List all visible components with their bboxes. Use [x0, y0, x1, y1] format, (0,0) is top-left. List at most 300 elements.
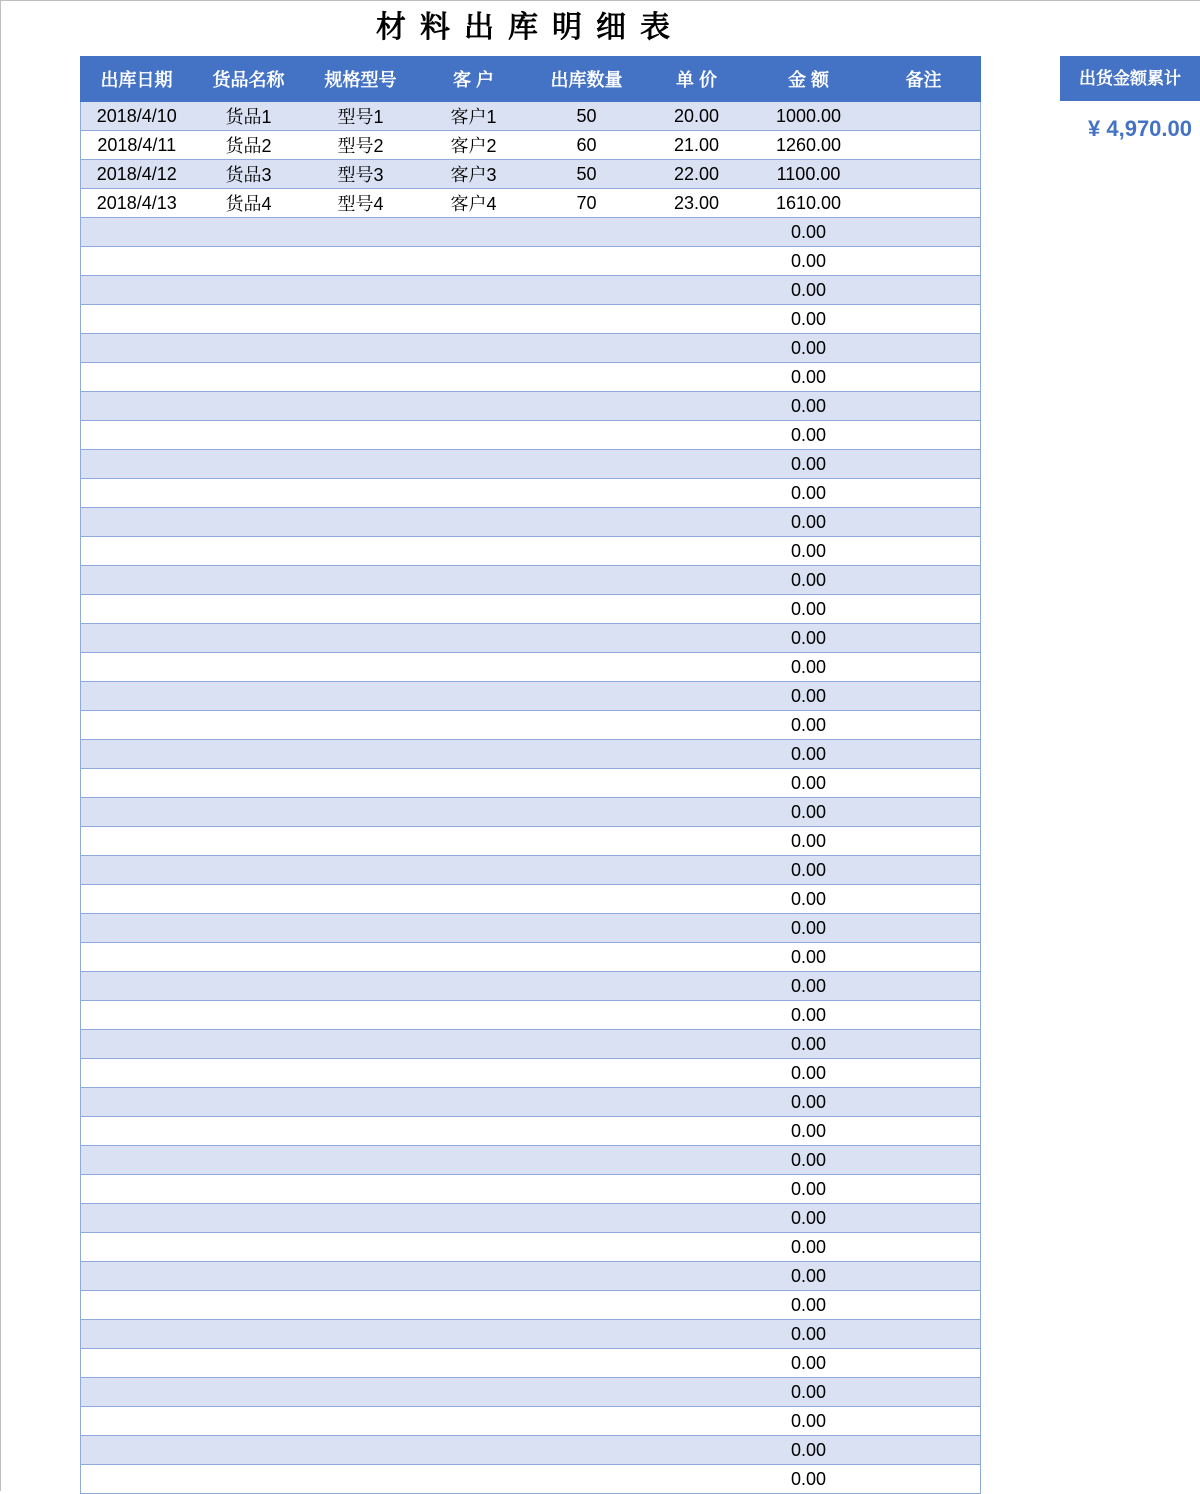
cell-product[interactable] — [193, 479, 305, 508]
cell-remark[interactable] — [867, 1001, 981, 1030]
cell-remark[interactable] — [867, 1291, 981, 1320]
cell-quantity[interactable]: 50 — [531, 160, 643, 189]
cell-amount[interactable]: 0.00 — [751, 682, 867, 711]
cell-unit-price[interactable] — [643, 798, 751, 827]
cell-date[interactable] — [81, 1175, 193, 1204]
cell-unit-price[interactable] — [643, 914, 751, 943]
cell-date[interactable] — [81, 450, 193, 479]
cell-unit-price[interactable] — [643, 856, 751, 885]
cell-model[interactable] — [305, 276, 417, 305]
cell-amount[interactable]: 0.00 — [751, 421, 867, 450]
cell-date[interactable] — [81, 566, 193, 595]
cell-unit-price[interactable] — [643, 1117, 751, 1146]
cell-model[interactable] — [305, 624, 417, 653]
cell-remark[interactable] — [867, 1262, 981, 1291]
cell-model[interactable] — [305, 1204, 417, 1233]
cell-unit-price[interactable] — [643, 827, 751, 856]
cell-date[interactable] — [81, 943, 193, 972]
cell-customer[interactable] — [417, 943, 531, 972]
cell-model[interactable] — [305, 769, 417, 798]
cell-customer[interactable] — [417, 508, 531, 537]
cell-amount[interactable]: 0.00 — [751, 885, 867, 914]
cell-amount[interactable]: 0.00 — [751, 1407, 867, 1436]
cell-customer[interactable] — [417, 1146, 531, 1175]
cell-model[interactable] — [305, 218, 417, 247]
cell-amount[interactable]: 0.00 — [751, 972, 867, 1001]
cell-date[interactable] — [81, 508, 193, 537]
cell-product[interactable] — [193, 885, 305, 914]
cell-date[interactable] — [81, 1320, 193, 1349]
cell-quantity[interactable] — [531, 1088, 643, 1117]
cell-model[interactable] — [305, 740, 417, 769]
cell-customer[interactable] — [417, 827, 531, 856]
cell-amount[interactable]: 0.00 — [751, 1088, 867, 1117]
summary-total-value[interactable]: ¥ 4,970.00 — [1088, 116, 1192, 141]
cell-remark[interactable] — [867, 537, 981, 566]
cell-unit-price[interactable] — [643, 1407, 751, 1436]
cell-quantity[interactable] — [531, 537, 643, 566]
cell-unit-price[interactable] — [643, 1320, 751, 1349]
cell-date[interactable] — [81, 1233, 193, 1262]
cell-model[interactable] — [305, 363, 417, 392]
cell-model[interactable]: 型号4 — [305, 189, 417, 218]
cell-unit-price[interactable] — [643, 711, 751, 740]
cell-product[interactable] — [193, 421, 305, 450]
cell-customer[interactable] — [417, 1378, 531, 1407]
cell-remark[interactable] — [867, 1407, 981, 1436]
cell-quantity[interactable] — [531, 1117, 643, 1146]
cell-quantity[interactable] — [531, 653, 643, 682]
cell-customer[interactable] — [417, 682, 531, 711]
cell-date[interactable] — [81, 392, 193, 421]
cell-remark[interactable] — [867, 827, 981, 856]
cell-unit-price[interactable] — [643, 1204, 751, 1233]
cell-product[interactable] — [193, 1320, 305, 1349]
cell-remark[interactable] — [867, 1117, 981, 1146]
cell-customer[interactable] — [417, 1204, 531, 1233]
cell-remark[interactable] — [867, 363, 981, 392]
cell-model[interactable] — [305, 1175, 417, 1204]
cell-date[interactable] — [81, 1146, 193, 1175]
cell-amount[interactable]: 0.00 — [751, 450, 867, 479]
cell-model[interactable] — [305, 1233, 417, 1262]
cell-unit-price[interactable] — [643, 740, 751, 769]
cell-remark[interactable] — [867, 798, 981, 827]
cell-product[interactable] — [193, 218, 305, 247]
cell-customer[interactable]: 客户1 — [417, 102, 531, 131]
cell-amount[interactable]: 1100.00 — [751, 160, 867, 189]
cell-quantity[interactable] — [531, 1291, 643, 1320]
cell-customer[interactable] — [417, 1059, 531, 1088]
cell-amount[interactable]: 0.00 — [751, 827, 867, 856]
cell-model[interactable] — [305, 827, 417, 856]
cell-unit-price[interactable] — [643, 1059, 751, 1088]
cell-quantity[interactable] — [531, 595, 643, 624]
cell-quantity[interactable] — [531, 334, 643, 363]
cell-unit-price[interactable] — [643, 479, 751, 508]
cell-customer[interactable] — [417, 566, 531, 595]
cell-unit-price[interactable]: 23.00 — [643, 189, 751, 218]
cell-amount[interactable]: 0.00 — [751, 740, 867, 769]
cell-amount[interactable]: 0.00 — [751, 856, 867, 885]
cell-customer[interactable] — [417, 450, 531, 479]
cell-quantity[interactable] — [531, 827, 643, 856]
cell-remark[interactable] — [867, 421, 981, 450]
cell-product[interactable] — [193, 740, 305, 769]
cell-quantity[interactable] — [531, 1001, 643, 1030]
cell-model[interactable] — [305, 566, 417, 595]
cell-date[interactable] — [81, 624, 193, 653]
cell-remark[interactable] — [867, 276, 981, 305]
cell-product[interactable] — [193, 1030, 305, 1059]
cell-unit-price[interactable]: 20.00 — [643, 102, 751, 131]
cell-product[interactable] — [193, 682, 305, 711]
cell-date[interactable] — [81, 1059, 193, 1088]
column-header-date[interactable]: 出库日期 — [81, 57, 193, 102]
cell-date[interactable] — [81, 1001, 193, 1030]
cell-quantity[interactable]: 60 — [531, 131, 643, 160]
cell-customer[interactable] — [417, 740, 531, 769]
cell-amount[interactable]: 0.00 — [751, 595, 867, 624]
cell-model[interactable] — [305, 537, 417, 566]
cell-date[interactable] — [81, 856, 193, 885]
cell-product[interactable] — [193, 276, 305, 305]
cell-quantity[interactable] — [531, 450, 643, 479]
cell-customer[interactable] — [417, 972, 531, 1001]
cell-product[interactable] — [193, 305, 305, 334]
cell-amount[interactable]: 0.00 — [751, 1059, 867, 1088]
cell-customer[interactable] — [417, 624, 531, 653]
cell-product[interactable] — [193, 392, 305, 421]
cell-product[interactable] — [193, 1146, 305, 1175]
cell-model[interactable] — [305, 1146, 417, 1175]
cell-product[interactable] — [193, 247, 305, 276]
cell-date[interactable] — [81, 711, 193, 740]
column-header-product[interactable]: 货品名称 — [193, 57, 305, 102]
cell-product[interactable]: 货品2 — [193, 131, 305, 160]
column-header-quantity[interactable]: 出库数量 — [531, 57, 643, 102]
cell-date[interactable] — [81, 421, 193, 450]
cell-product[interactable] — [193, 1291, 305, 1320]
cell-unit-price[interactable] — [643, 943, 751, 972]
cell-quantity[interactable] — [531, 566, 643, 595]
cell-product[interactable] — [193, 1059, 305, 1088]
column-header-remark[interactable]: 备注 — [867, 57, 981, 102]
cell-quantity[interactable] — [531, 392, 643, 421]
cell-remark[interactable] — [867, 160, 981, 189]
cell-quantity[interactable]: 70 — [531, 189, 643, 218]
cell-quantity[interactable] — [531, 943, 643, 972]
cell-amount[interactable]: 0.00 — [751, 363, 867, 392]
cell-model[interactable] — [305, 1407, 417, 1436]
cell-amount[interactable]: 0.00 — [751, 1378, 867, 1407]
cell-model[interactable] — [305, 508, 417, 537]
cell-unit-price[interactable] — [643, 305, 751, 334]
cell-amount[interactable]: 0.00 — [751, 1146, 867, 1175]
cell-product[interactable] — [193, 624, 305, 653]
cell-customer[interactable] — [417, 247, 531, 276]
cell-model[interactable]: 型号2 — [305, 131, 417, 160]
cell-customer[interactable]: 客户4 — [417, 189, 531, 218]
cell-remark[interactable] — [867, 131, 981, 160]
cell-product[interactable] — [193, 1262, 305, 1291]
cell-quantity[interactable] — [531, 624, 643, 653]
cell-product[interactable] — [193, 334, 305, 363]
cell-remark[interactable] — [867, 769, 981, 798]
cell-date[interactable] — [81, 769, 193, 798]
cell-customer[interactable] — [417, 305, 531, 334]
cell-unit-price[interactable] — [643, 1088, 751, 1117]
cell-remark[interactable] — [867, 247, 981, 276]
cell-remark[interactable] — [867, 305, 981, 334]
cell-quantity[interactable] — [531, 218, 643, 247]
cell-quantity[interactable] — [531, 1465, 643, 1494]
cell-remark[interactable] — [867, 740, 981, 769]
cell-customer[interactable] — [417, 1233, 531, 1262]
cell-quantity[interactable] — [531, 711, 643, 740]
cell-model[interactable]: 型号3 — [305, 160, 417, 189]
cell-date[interactable] — [81, 740, 193, 769]
cell-product[interactable]: 货品4 — [193, 189, 305, 218]
cell-unit-price[interactable]: 22.00 — [643, 160, 751, 189]
cell-quantity[interactable] — [531, 479, 643, 508]
cell-customer[interactable]: 客户2 — [417, 131, 531, 160]
cell-model[interactable] — [305, 1320, 417, 1349]
cell-unit-price[interactable] — [643, 972, 751, 1001]
cell-quantity[interactable] — [531, 972, 643, 1001]
cell-quantity[interactable] — [531, 305, 643, 334]
cell-amount[interactable]: 0.00 — [751, 334, 867, 363]
cell-unit-price[interactable] — [643, 1291, 751, 1320]
cell-quantity[interactable] — [531, 1233, 643, 1262]
cell-model[interactable] — [305, 1088, 417, 1117]
cell-remark[interactable] — [867, 1146, 981, 1175]
cell-unit-price[interactable] — [643, 1378, 751, 1407]
cell-product[interactable] — [193, 363, 305, 392]
cell-customer[interactable] — [417, 1291, 531, 1320]
cell-customer[interactable] — [417, 334, 531, 363]
cell-customer[interactable] — [417, 1088, 531, 1117]
cell-date[interactable] — [81, 1088, 193, 1117]
cell-unit-price[interactable] — [643, 682, 751, 711]
cell-unit-price[interactable] — [643, 537, 751, 566]
cell-model[interactable] — [305, 711, 417, 740]
cell-model[interactable] — [305, 305, 417, 334]
cell-customer[interactable] — [417, 1349, 531, 1378]
cell-unit-price[interactable] — [643, 885, 751, 914]
cell-date[interactable] — [81, 479, 193, 508]
cell-date[interactable] — [81, 972, 193, 1001]
cell-product[interactable] — [193, 537, 305, 566]
cell-quantity[interactable] — [531, 1146, 643, 1175]
cell-customer[interactable] — [417, 218, 531, 247]
cell-remark[interactable] — [867, 189, 981, 218]
cell-model[interactable] — [305, 972, 417, 1001]
cell-model[interactable] — [305, 1262, 417, 1291]
cell-quantity[interactable] — [531, 1175, 643, 1204]
cell-quantity[interactable] — [531, 1262, 643, 1291]
cell-remark[interactable] — [867, 1465, 981, 1494]
cell-quantity[interactable] — [531, 421, 643, 450]
cell-product[interactable] — [193, 972, 305, 1001]
cell-remark[interactable] — [867, 1030, 981, 1059]
cell-unit-price[interactable] — [643, 218, 751, 247]
cell-remark[interactable] — [867, 508, 981, 537]
cell-remark[interactable] — [867, 1349, 981, 1378]
column-header-unit-price[interactable]: 单 价 — [643, 57, 751, 102]
cell-date[interactable] — [81, 247, 193, 276]
cell-amount[interactable]: 0.00 — [751, 1233, 867, 1262]
cell-amount[interactable]: 0.00 — [751, 1175, 867, 1204]
cell-unit-price[interactable] — [643, 276, 751, 305]
cell-amount[interactable]: 0.00 — [751, 537, 867, 566]
cell-amount[interactable]: 0.00 — [751, 1262, 867, 1291]
cell-remark[interactable] — [867, 566, 981, 595]
cell-model[interactable] — [305, 421, 417, 450]
cell-product[interactable] — [193, 1349, 305, 1378]
column-header-customer[interactable]: 客 户 — [417, 57, 531, 102]
cell-product[interactable] — [193, 1436, 305, 1465]
cell-remark[interactable] — [867, 450, 981, 479]
cell-quantity[interactable] — [531, 363, 643, 392]
cell-amount[interactable]: 0.00 — [751, 218, 867, 247]
cell-product[interactable] — [193, 1407, 305, 1436]
cell-amount[interactable]: 0.00 — [751, 479, 867, 508]
cell-quantity[interactable] — [531, 1320, 643, 1349]
cell-customer[interactable] — [417, 595, 531, 624]
cell-unit-price[interactable] — [643, 363, 751, 392]
cell-amount[interactable]: 0.00 — [751, 1001, 867, 1030]
cell-unit-price[interactable] — [643, 1262, 751, 1291]
cell-model[interactable] — [305, 247, 417, 276]
cell-customer[interactable] — [417, 885, 531, 914]
cell-model[interactable]: 型号1 — [305, 102, 417, 131]
cell-product[interactable] — [193, 595, 305, 624]
cell-amount[interactable]: 1610.00 — [751, 189, 867, 218]
cell-customer[interactable] — [417, 711, 531, 740]
cell-amount[interactable]: 0.00 — [751, 1117, 867, 1146]
cell-date[interactable] — [81, 1117, 193, 1146]
cell-product[interactable] — [193, 769, 305, 798]
cell-customer[interactable] — [417, 479, 531, 508]
cell-product[interactable] — [193, 856, 305, 885]
cell-customer[interactable] — [417, 1001, 531, 1030]
cell-date[interactable] — [81, 276, 193, 305]
cell-model[interactable] — [305, 856, 417, 885]
cell-date[interactable] — [81, 218, 193, 247]
cell-remark[interactable] — [867, 1233, 981, 1262]
cell-customer[interactable] — [417, 798, 531, 827]
cell-product[interactable] — [193, 508, 305, 537]
cell-product[interactable] — [193, 711, 305, 740]
cell-quantity[interactable] — [531, 914, 643, 943]
cell-amount[interactable]: 1260.00 — [751, 131, 867, 160]
cell-unit-price[interactable] — [643, 653, 751, 682]
cell-quantity[interactable] — [531, 1436, 643, 1465]
cell-unit-price[interactable] — [643, 624, 751, 653]
cell-amount[interactable]: 0.00 — [751, 566, 867, 595]
cell-product[interactable]: 货品1 — [193, 102, 305, 131]
cell-amount[interactable]: 0.00 — [751, 943, 867, 972]
cell-date[interactable] — [81, 1030, 193, 1059]
cell-product[interactable] — [193, 798, 305, 827]
cell-model[interactable] — [305, 885, 417, 914]
cell-date[interactable] — [81, 1436, 193, 1465]
cell-date[interactable] — [81, 305, 193, 334]
cell-product[interactable]: 货品3 — [193, 160, 305, 189]
cell-amount[interactable]: 0.00 — [751, 1465, 867, 1494]
cell-product[interactable] — [193, 1465, 305, 1494]
cell-remark[interactable] — [867, 479, 981, 508]
cell-model[interactable] — [305, 1291, 417, 1320]
cell-unit-price[interactable] — [643, 450, 751, 479]
cell-customer[interactable] — [417, 653, 531, 682]
cell-amount[interactable]: 0.00 — [751, 392, 867, 421]
cell-model[interactable] — [305, 1436, 417, 1465]
cell-product[interactable] — [193, 1204, 305, 1233]
cell-amount[interactable]: 1000.00 — [751, 102, 867, 131]
cell-unit-price[interactable] — [643, 334, 751, 363]
cell-model[interactable] — [305, 479, 417, 508]
cell-date[interactable]: 2018/4/10 — [81, 102, 193, 131]
cell-model[interactable] — [305, 798, 417, 827]
cell-date[interactable] — [81, 914, 193, 943]
cell-product[interactable] — [193, 1175, 305, 1204]
cell-amount[interactable]: 0.00 — [751, 1291, 867, 1320]
cell-date[interactable] — [81, 1378, 193, 1407]
cell-unit-price[interactable] — [643, 1233, 751, 1262]
cell-quantity[interactable] — [531, 798, 643, 827]
cell-date[interactable] — [81, 363, 193, 392]
cell-customer[interactable] — [417, 276, 531, 305]
cell-date[interactable] — [81, 334, 193, 363]
cell-remark[interactable] — [867, 1088, 981, 1117]
cell-amount[interactable]: 0.00 — [751, 769, 867, 798]
cell-amount[interactable]: 0.00 — [751, 247, 867, 276]
cell-unit-price[interactable] — [643, 1175, 751, 1204]
cell-date[interactable] — [81, 827, 193, 856]
cell-quantity[interactable] — [531, 1378, 643, 1407]
cell-remark[interactable] — [867, 102, 981, 131]
cell-remark[interactable] — [867, 653, 981, 682]
cell-model[interactable] — [305, 914, 417, 943]
summary-header[interactable]: 出货金额累计 — [1060, 56, 1200, 101]
cell-quantity[interactable] — [531, 1059, 643, 1088]
cell-quantity[interactable] — [531, 856, 643, 885]
cell-customer[interactable] — [417, 363, 531, 392]
cell-amount[interactable]: 0.00 — [751, 508, 867, 537]
cell-amount[interactable]: 0.00 — [751, 711, 867, 740]
cell-quantity[interactable] — [531, 1204, 643, 1233]
cell-customer[interactable] — [417, 1030, 531, 1059]
cell-quantity[interactable] — [531, 1030, 643, 1059]
cell-model[interactable] — [305, 682, 417, 711]
cell-model[interactable] — [305, 334, 417, 363]
cell-remark[interactable] — [867, 218, 981, 247]
cell-quantity[interactable] — [531, 1407, 643, 1436]
cell-unit-price[interactable] — [643, 1030, 751, 1059]
cell-date[interactable] — [81, 653, 193, 682]
cell-unit-price[interactable]: 21.00 — [643, 131, 751, 160]
cell-date[interactable] — [81, 1262, 193, 1291]
cell-amount[interactable]: 0.00 — [751, 1030, 867, 1059]
cell-customer[interactable] — [417, 1407, 531, 1436]
cell-quantity[interactable] — [531, 247, 643, 276]
cell-product[interactable] — [193, 653, 305, 682]
cell-product[interactable] — [193, 1117, 305, 1146]
cell-remark[interactable] — [867, 972, 981, 1001]
cell-unit-price[interactable] — [643, 508, 751, 537]
